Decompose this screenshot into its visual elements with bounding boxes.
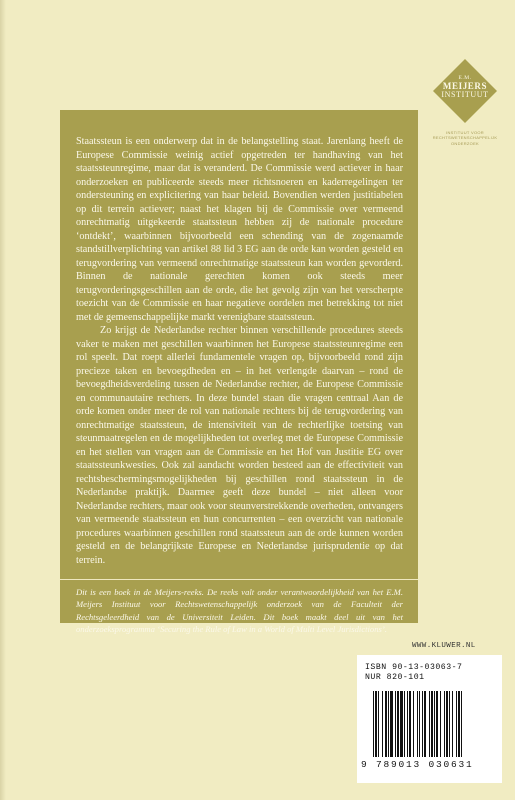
barcode-bar: [385, 691, 387, 757]
blurb-paragraph-1: Staatssteun is een onderwerp dat in de belangstelling staat. Jarenlang heeft de Europese Commissie weinig actief opgetreden ter handhaving van het staatssteunregime, maar dat is veranderd. De Commissie werd actiever in haar onderzoeken en publiceerde steeds meer richtsnoeren en kaderregelingen ter ondersteuning en explicitering van haar beleid. Bovendien werden justitiabelen op dit terrein actiever; naast het klagen bij de Commissie over vermeend onrechtmatig uitgekeerde staatssteun hebben zij de nationale procedure ‘ontdekt’, waarbinnen bijvoorbeeld een schending van de zogenaamde standstillverplichting van artikel 88 lid 3 EG aan de orde kan worden gesteld en terugvordering van vermeend onrechtmatige staatssteun kan worden gevorderd. Binnen de nationale gerechten komen ook steeds meer terugvorderingsgeschillen aan de orde, die het gevolg zijn van het verscherpte toezicht van de Commissie en haar negatieve oordelen met betrekking tot niet met de gemeenschappelijke markt verenigbare staatssteun.: [76, 136, 403, 323]
barcode-bar: [444, 691, 445, 757]
barcode-bar: [429, 691, 430, 757]
barcode-bar: [388, 691, 389, 757]
barcode-bar: [431, 691, 433, 757]
barcode-bar: [458, 691, 460, 757]
barcode-bar: [373, 691, 374, 757]
logo-text: [438, 76, 492, 100]
barcode-icon: [373, 691, 495, 757]
blurb-paragraph-2: Zo krijgt de Nederlandse rechter binnen verschillende procedures steeds vaker te maken met geschillen waarbinnen het Europese staatssteunregime een rol speelt. Dat roept allerlei fundamentele vragen op, bijvoorbeeld rond zijn precieze taken en bevoegdheden en – in het verlengde daarvan – rond de bevoegdheidsverdeling tussen de Nederlandse rechter, de Europese Commissie en communautaire rechters. In deze bundel staan die vragen centraal Aan de orde komen onder meer de rol van nationale rechters bij de terugvordering van onrechtmatige staatssteun, de intensiviteit van de rechterlijke toetsing van steunmaatregelen en de mogelijkheden tot overleg met de Europese Commissie en het stellen van vragen aan de Commissie en het Hof van Justitie EG over staatssteunkwesties. Ook zal aandacht worden besteed aan de effectiviteit van rechtsbeschermingsmogelijkheden bij geschillen rond staatssteun in de Nederlandse praktijk. Daarmee geeft deze bundel – niet alleen voor Nederlandse rechters, maar ook voor steunverstrekkende overheden, ontvangers van vermeende staatssteun en hun concurrenten – een overzicht van nationale procedures waarbinnen geschillen rond staatssteun aan de orde kunnen worden gesteld en de belangrijkste Europese en Nederlandse jurisprudentie op dat terrein.: [76, 325, 403, 566]
spine-shadow: [0, 0, 6, 800]
logo-sub-line-1: INSTITUUT VOOR: [446, 130, 484, 135]
barcode-bar: [434, 691, 435, 757]
barcode-box: [357, 655, 502, 783]
barcode-bar: [382, 691, 383, 757]
barcode-bar: [440, 691, 441, 757]
barcode-bar: [397, 691, 399, 757]
barcode-bar: [419, 691, 420, 757]
barcode-bar: [436, 691, 438, 757]
barcode-bar: [446, 691, 448, 757]
panel-divider: [60, 579, 418, 580]
barcode-bar: [417, 691, 418, 757]
barcode-bar: [456, 691, 457, 757]
logo-sub-line-2: RECHTSWETENSCHAPPELIJK: [432, 135, 498, 141]
barcode-bar: [409, 691, 411, 757]
nur-text: NUR 820-101: [365, 673, 425, 682]
logo-sub-line-3: ONDERZOEK: [450, 140, 480, 146]
series-note: [76, 586, 403, 635]
barcode-bar: [422, 691, 423, 757]
series-note-text: Dit is een boek in de Meijers-reeks. De reeks valt onder verantwoordelijkheid van het E.M. Meijers Instituut voor Rechtswetenschappelijk onderzoek van de Faculteit der Rechtsgeleerdheid van de Universiteit Leiden. Dit boek maakt deel uit van het onderzoeksprogramma ‘Securing the Rule of Law in a World of Multi Level Jurisdictions’.: [76, 587, 403, 634]
barcode-bar: [413, 691, 414, 757]
barcode-bar: [452, 691, 453, 757]
barcode-bar: [461, 691, 462, 757]
publisher-url[interactable]: WWW.KLUWER.NL: [412, 642, 476, 650]
logo-subtitle: [420, 130, 510, 146]
logo-line-2: MEIJERS: [442, 80, 488, 91]
barcode-number: 9 789013 030631: [361, 759, 474, 770]
barcode-bar: [404, 691, 405, 757]
barcode-bar: [390, 691, 393, 757]
barcode-bar: [407, 691, 408, 757]
barcode-bar: [395, 691, 396, 757]
barcode-bar: [378, 691, 379, 757]
logo-line-3: INSTITUUT: [441, 90, 489, 100]
barcode-bar: [424, 691, 426, 757]
logo-line-1: E.M.: [458, 75, 472, 81]
barcode-bar: [449, 691, 450, 757]
barcode-bar: [400, 691, 403, 757]
isbn-text: ISBN 90-13-03063-7: [365, 663, 463, 672]
blurb-text: [76, 135, 403, 567]
barcode-bar: [375, 691, 377, 757]
